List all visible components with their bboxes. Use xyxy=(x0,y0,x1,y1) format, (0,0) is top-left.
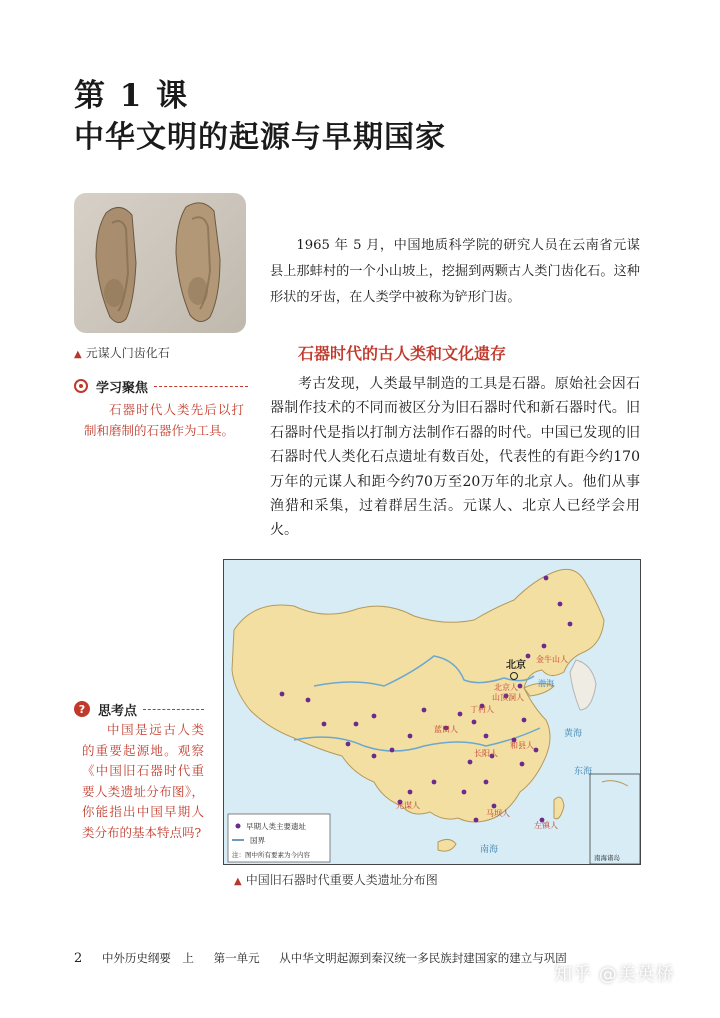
legend-site-marker xyxy=(236,824,241,829)
focus-divider xyxy=(154,386,248,387)
focus-title: 学习聚焦 xyxy=(96,380,149,396)
site-marker xyxy=(522,718,527,723)
book-title: 中外历史纲要 上 xyxy=(101,951,194,965)
inset-label: 南海诸岛 xyxy=(594,854,620,862)
sea-label-donghai: 东海 xyxy=(574,767,593,777)
section-heading: 石器时代的古人类和文化遗存 xyxy=(298,344,507,363)
sea-label-bohai: 渤海 xyxy=(538,679,554,688)
site-marker xyxy=(372,714,377,719)
think-title: 思考点 xyxy=(98,703,138,719)
section-body: 考古发现，人类最早制造的工具是石器。原始社会因石器制作技术的不同而被区分为旧石器时代和新石器时代。旧石器时代是指以打制方法制作石器的时代。中国已发现的旧石器时代人类化石点遗址有数百处，代表性的有距今约170万年的元谋人和距今约70万至20万年的北京人。他们从事渔猎和采集，过着群居生活。元谋人、北京人已经学会用火。 xyxy=(270,376,640,539)
map-label-beijingren: 北京人 xyxy=(494,683,518,692)
taiwan-island xyxy=(554,797,564,819)
site-marker xyxy=(568,622,573,627)
site-marker xyxy=(544,576,549,581)
paleolithic-sites-map xyxy=(223,559,641,865)
lesson-number: 第 1 课 xyxy=(74,78,190,114)
map-label-shandingdong: 山顶洞人 xyxy=(492,693,524,702)
site-marker xyxy=(558,602,563,607)
photo-caption xyxy=(74,344,170,361)
site-marker xyxy=(534,748,539,753)
triangle-icon: ▲ xyxy=(74,349,82,360)
focus-header xyxy=(74,377,248,395)
site-marker xyxy=(468,760,473,765)
intro-paragraph: 1965 年 5 月，中国地质科学院的研究人员在云南省元谋县上那蚌村的一个小山坡上，挖掘到两颗古人类门齿化石。这种形状的牙齿，在人类学中被称为铲形门齿。 xyxy=(270,238,640,305)
map-label-changyang: 长阳人 xyxy=(474,749,498,758)
site-marker xyxy=(408,734,413,739)
map-label-maba: 马坝人 xyxy=(486,809,510,818)
site-marker xyxy=(542,644,547,649)
tooth-fossil-image xyxy=(74,193,246,333)
map-label-yuanmou: 元谋人 xyxy=(396,801,420,810)
site-marker xyxy=(408,790,413,795)
unit-title: 从中华文明起源到秦汉统一多民族封建国家的建立与巩固 xyxy=(279,951,567,965)
site-marker xyxy=(474,818,479,823)
site-marker xyxy=(492,804,497,809)
hainan-island xyxy=(438,839,456,851)
site-marker xyxy=(484,780,489,785)
site-marker xyxy=(432,780,437,785)
site-marker xyxy=(422,708,427,713)
site-marker xyxy=(354,722,359,727)
legend-border-label: 国界 xyxy=(250,836,265,845)
site-marker xyxy=(462,790,467,795)
photo-caption-text: 元谋人门齿化石 xyxy=(85,346,170,360)
site-marker xyxy=(280,692,285,697)
lesson-title: 中华文明的起源与早期国家 xyxy=(74,120,446,155)
map-label-beijing: 北京 xyxy=(506,660,526,671)
map-label-dingcun: 丁村人 xyxy=(470,705,494,714)
sea-label-nanhai: 南海 xyxy=(480,845,499,855)
site-marker xyxy=(458,712,463,717)
unit-name: 第一单元 xyxy=(213,951,260,965)
think-header xyxy=(74,699,204,719)
legend-note: 注：图中所有要素为今内容 xyxy=(232,851,310,859)
map-label-lantian: 蓝田人 xyxy=(434,725,458,734)
zhihu-watermark: 知乎 @美英桥 xyxy=(554,964,675,985)
map-caption xyxy=(234,871,438,888)
focus-text: 石器时代人类先后以打制和磨制的石器作为工具。 xyxy=(84,402,244,438)
target-icon xyxy=(74,379,88,393)
think-text: 中国是远古人类的重要起源地。观察《中国旧石器时代重要人类遗址分布图》，你能指出中国早期人类分布的基本特点吗? xyxy=(82,722,204,840)
site-marker xyxy=(484,734,489,739)
site-marker xyxy=(518,684,523,689)
site-marker xyxy=(322,722,327,727)
question-icon: ? xyxy=(74,701,90,717)
sea-label-huanghai: 黄海 xyxy=(564,729,583,739)
tooth-fossil-photo xyxy=(74,193,246,333)
site-marker xyxy=(390,748,395,753)
map-svg xyxy=(224,560,641,865)
map-label-hexian: 和县人 xyxy=(510,741,534,750)
map-caption-text: 中国旧石器时代重要人类遗址分布图 xyxy=(245,873,438,887)
site-marker xyxy=(472,720,477,725)
triangle-icon: ▲ xyxy=(234,876,242,887)
site-marker xyxy=(372,754,377,759)
page-footer xyxy=(74,950,567,966)
page-number: 2 xyxy=(74,951,83,966)
site-marker xyxy=(346,742,351,747)
legend-site-label: 早期人类主要遗址 xyxy=(246,822,306,831)
south-sea-inset xyxy=(590,774,640,864)
think-divider xyxy=(143,709,204,710)
site-marker xyxy=(306,698,311,703)
site-marker xyxy=(520,762,525,767)
map-label-zuozhen: 左镇人 xyxy=(534,821,558,830)
korea-peninsula xyxy=(570,660,596,710)
china-landmass xyxy=(232,569,604,822)
site-marker xyxy=(526,654,531,659)
map-label-jinniushan: 金牛山人 xyxy=(536,655,568,664)
